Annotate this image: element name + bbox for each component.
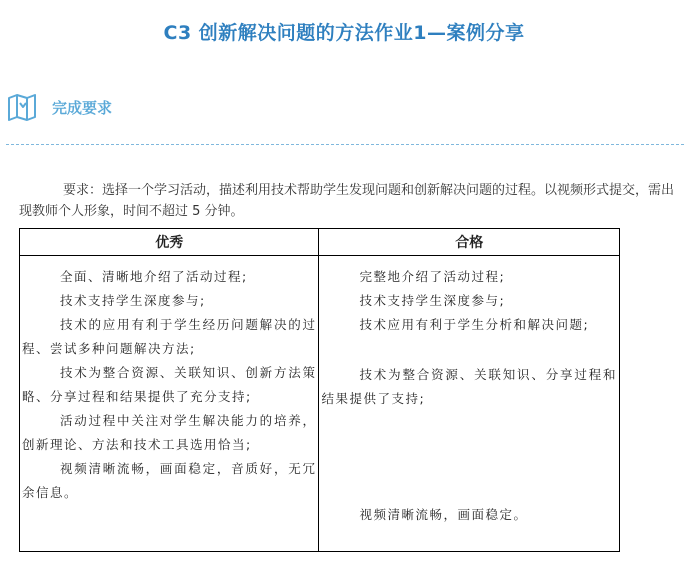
rubric-table (19, 228, 620, 552)
criterion-excellent-4: 技术为整合资源、关联知识、创新方法策略、分享过程和结果提供了充分支持; (22, 365, 317, 404)
spacer (321, 337, 617, 363)
dashed-divider (6, 144, 684, 145)
spacer (321, 411, 617, 457)
criterion-pass-1: 完整地介绍了活动过程; (359, 269, 506, 284)
section-title: 完成要求 (52, 98, 113, 117)
book-map-icon (6, 92, 38, 122)
criterion-excellent-1: 全面、清晰地介绍了活动过程; (60, 269, 248, 284)
criterion-excellent-2: 技术支持学生深度参与; (60, 293, 206, 308)
criterion-excellent-3: 技术的应用有利于学生经历问题解决的过程、尝试多种问题解决方法; (22, 317, 317, 356)
criterion-pass-5: 视频清晰流畅，画面稳定。 (359, 507, 528, 522)
page-title: C3 创新解决问题的方法作业1—案例分享 (163, 22, 525, 44)
spacer (321, 457, 617, 503)
pass-criteria-cell (319, 256, 620, 552)
header-excellent: 优秀 (20, 229, 319, 256)
criterion-excellent-6: 视频清晰流畅，画面稳定，音质好，无冗余信息。 (22, 461, 317, 500)
criterion-pass-2: 技术支持学生深度参与; (359, 293, 506, 308)
header-pass: 合格 (319, 229, 620, 256)
criterion-pass-4: 技术为整合资源、关联知识、分享过程和结果提供了支持; (321, 367, 617, 406)
section-header (6, 92, 112, 122)
table-row (20, 256, 620, 552)
table-header-row (20, 229, 620, 256)
requirement-text: 要求：选择一个学习活动，描述利用技术帮助学生发现问题和创新解决问题的过程。以视频形式提交，需出现教师个人形象，时间不超过 5 分钟。 (19, 183, 675, 219)
excellent-criteria-cell (20, 256, 319, 552)
criterion-excellent-5: 活动过程中关注对学生解决能力的培养，创新理论、方法和技术工具选用恰当; (22, 413, 317, 452)
criterion-pass-3: 技术应用有利于学生分析和解决问题; (359, 317, 590, 332)
